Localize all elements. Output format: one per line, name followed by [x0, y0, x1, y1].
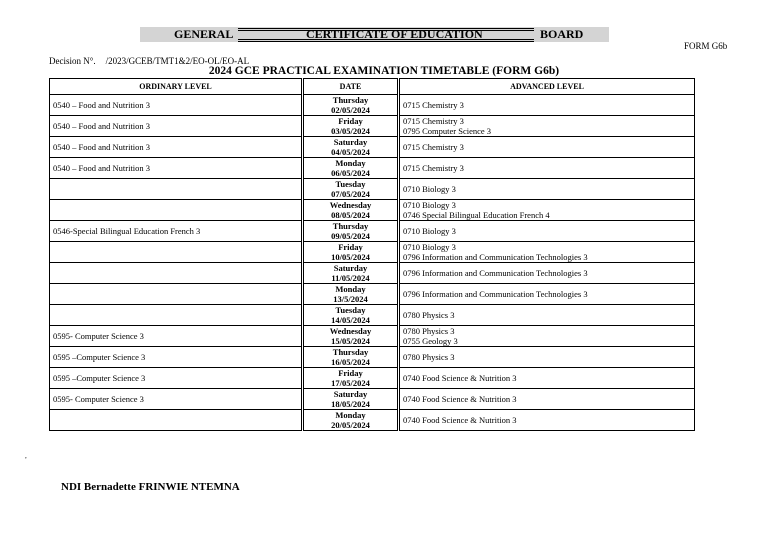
table-row	[50, 389, 695, 410]
weekday: Thursday	[332, 95, 369, 105]
exam-date: 15/05/2024	[331, 336, 370, 346]
weekday: Friday	[338, 116, 363, 126]
date-cell	[303, 368, 399, 389]
advanced-subject: 0740 Food Science & Nutrition 3	[403, 415, 517, 425]
advanced-level-cell	[399, 95, 695, 116]
table-row	[50, 200, 695, 221]
table-row	[50, 326, 695, 347]
advanced-level-cell	[399, 116, 695, 137]
advanced-subject: 0780 Physics 3	[403, 352, 455, 362]
exam-date: 10/05/2024	[331, 252, 370, 262]
table-row	[50, 158, 695, 179]
decision-label: Decision N°.	[49, 56, 96, 66]
date-cell	[303, 305, 399, 326]
weekday: Saturday	[333, 389, 368, 399]
advanced-subject: 0715 Chemistry 3	[403, 142, 464, 152]
weekday: Friday	[338, 368, 363, 378]
weekday: Monday	[335, 410, 366, 420]
weekday: Saturday	[333, 137, 368, 147]
banner-certificate: CERTIFICATE OF EDUCATION	[306, 27, 483, 41]
table-row	[50, 368, 695, 389]
ordinary-level-cell: 0540 – Food and Nutrition 3	[50, 116, 303, 137]
advanced-subject: 0796 Information and Communication Technologies 3	[403, 268, 588, 278]
table-row	[50, 137, 695, 158]
weekday: Saturday	[333, 263, 368, 273]
advanced-level-cell	[399, 305, 695, 326]
date-cell	[303, 221, 399, 242]
weekday: Wednesday	[329, 326, 372, 336]
exam-date: 07/05/2024	[331, 189, 370, 199]
ordinary-level-cell	[50, 305, 303, 326]
advanced-level-cell	[399, 284, 695, 305]
table-row	[50, 242, 695, 263]
advanced-level-cell	[399, 347, 695, 368]
exam-date: 14/05/2024	[331, 315, 370, 325]
decision-ref: /2023/GCEB/TMT1&2/EO-OL/EO-AL	[105, 56, 250, 66]
exam-date: 16/05/2024	[331, 357, 370, 367]
banner-rule	[238, 39, 534, 40]
exam-date: 17/05/2024	[331, 378, 370, 388]
advanced-subject: 0796 Information and Communication Technologies 3	[403, 289, 588, 299]
advanced-subject: 0715 Chemistry 3	[403, 116, 464, 126]
table-row	[50, 284, 695, 305]
ordinary-level-cell: 0540 – Food and Nutrition 3	[50, 158, 303, 179]
exam-date: 18/05/2024	[331, 399, 370, 409]
table-row	[50, 263, 695, 284]
table-row	[50, 305, 695, 326]
advanced-subject: 0780 Physics 3	[403, 310, 455, 320]
table-header-row	[50, 79, 695, 95]
signatory-name: NDI Bernadette FRINWIE NTEMNA	[61, 481, 240, 493]
date-cell	[303, 95, 399, 116]
ordinary-level-cell: 0595 –Computer Science 3	[50, 368, 303, 389]
page-title: 2024 GCE PRACTICAL EXAMINATION TIMETABLE (FORM G6b)	[208, 65, 560, 77]
advanced-level-cell	[399, 368, 695, 389]
advanced-subject: 0755 Geology 3	[403, 336, 458, 346]
advanced-level-cell	[399, 221, 695, 242]
banner-general: GENERAL	[174, 27, 234, 41]
exam-date: 03/05/2024	[331, 126, 370, 136]
form-code: FORM G6b	[684, 41, 728, 51]
table-row	[50, 116, 695, 137]
advanced-subject: 0710 Biology 3	[403, 184, 456, 194]
advanced-subject: 0710 Biology 3	[403, 242, 456, 252]
board-banner	[140, 27, 609, 42]
table-row	[50, 221, 695, 242]
weekday: Friday	[338, 242, 363, 252]
advanced-level-cell	[399, 326, 695, 347]
date-cell	[303, 158, 399, 179]
advanced-subject: 0710 Biology 3	[403, 226, 456, 236]
timetable-body	[50, 95, 695, 431]
table-row	[50, 410, 695, 431]
advanced-level-cell	[399, 263, 695, 284]
ordinary-level-cell	[50, 200, 303, 221]
advanced-level-cell	[399, 410, 695, 431]
ordinary-level-cell: 0540 – Food and Nutrition 3	[50, 137, 303, 158]
date-cell	[303, 116, 399, 137]
exam-date: 09/05/2024	[331, 231, 370, 241]
ordinary-level-cell	[50, 410, 303, 431]
date-cell	[303, 284, 399, 305]
advanced-level-cell	[399, 200, 695, 221]
timetable	[49, 78, 695, 431]
exam-date: 06/05/2024	[331, 168, 370, 178]
exam-date: 11/05/2024	[331, 273, 370, 283]
ordinary-level-cell	[50, 179, 303, 200]
date-cell	[303, 389, 399, 410]
advanced-level-cell	[399, 158, 695, 179]
date-cell	[303, 242, 399, 263]
ordinary-level-cell	[50, 263, 303, 284]
table-row	[50, 179, 695, 200]
advanced-subject: 0780 Physics 3	[403, 326, 455, 336]
advanced-subject: 0746 Special Bilingual Education French 4	[403, 210, 550, 220]
advanced-subject: 0710 Biology 3	[403, 200, 456, 210]
advanced-subject: 0740 Food Science & Nutrition 3	[403, 394, 517, 404]
banner-rule	[238, 41, 534, 42]
date-cell	[303, 326, 399, 347]
date-cell	[303, 410, 399, 431]
header-advanced-level: ADVANCED LEVEL	[399, 79, 695, 95]
header-date: DATE	[303, 79, 399, 95]
ordinary-level-cell: 0546-Special Bilingual Education French 3	[50, 221, 303, 242]
date-cell	[303, 179, 399, 200]
advanced-subject: 0740 Food Science & Nutrition 3	[403, 373, 517, 383]
date-cell	[303, 200, 399, 221]
table-row	[50, 95, 695, 116]
weekday: Tuesday	[335, 179, 366, 189]
banner-board: BOARD	[540, 27, 584, 41]
advanced-subject: 0715 Chemistry 3	[403, 163, 464, 173]
exam-date: 13/5/2024	[333, 294, 368, 304]
weekday: Wednesday	[329, 200, 372, 210]
advanced-subject: 0795 Computer Science 3	[403, 126, 492, 136]
date-cell	[303, 347, 399, 368]
ordinary-level-cell	[50, 284, 303, 305]
ordinary-level-cell: 0540 – Food and Nutrition 3	[50, 95, 303, 116]
exam-date: 02/05/2024	[331, 105, 370, 115]
advanced-level-cell	[399, 137, 695, 158]
weekday: Monday	[335, 284, 366, 294]
date-cell	[303, 263, 399, 284]
weekday: Thursday	[332, 347, 369, 357]
advanced-level-cell	[399, 389, 695, 410]
advanced-subject: 0715 Chemistry 3	[403, 100, 464, 110]
ordinary-level-cell: 0595- Computer Science 3	[50, 389, 303, 410]
date-cell	[303, 137, 399, 158]
ordinary-level-cell	[50, 242, 303, 263]
exam-date: 08/05/2024	[331, 210, 370, 220]
weekday: Monday	[335, 158, 366, 168]
weekday: Thursday	[332, 221, 369, 231]
stray-mark: ,	[25, 452, 27, 460]
advanced-level-cell	[399, 242, 695, 263]
ordinary-level-cell: 0595- Computer Science 3	[50, 326, 303, 347]
exam-date: 04/05/2024	[331, 147, 370, 157]
exam-date: 20/05/2024	[331, 420, 370, 430]
advanced-level-cell	[399, 179, 695, 200]
ordinary-level-cell: 0595 –Computer Science 3	[50, 347, 303, 368]
header-ordinary-level: ORDINARY LEVEL	[50, 79, 303, 95]
weekday: Tuesday	[335, 305, 366, 315]
table-row	[50, 347, 695, 368]
advanced-subject: 0796 Information and Communication Technologies 3	[403, 252, 588, 262]
